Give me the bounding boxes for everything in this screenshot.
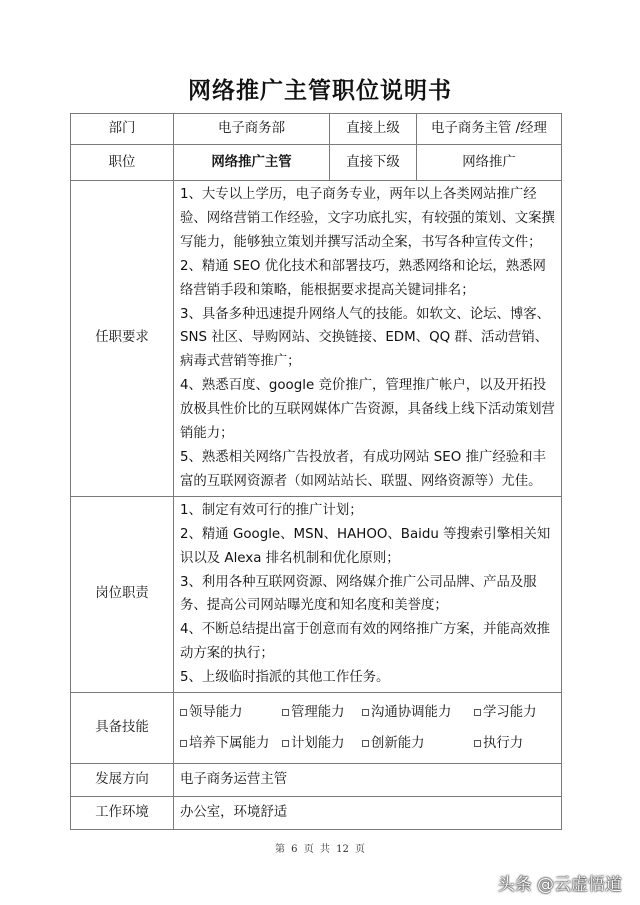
requirement-item: 4、熟悉百度、google 竞价推广，管理推广帐户，以及开拓投放极具性价比的互联网媒体广告资源，具备线上线下活动策划营销能力； [180, 378, 555, 442]
duties-cell [174, 496, 562, 692]
duties-label: 岗位职责 [71, 496, 174, 692]
subordinate-label: 直接下级 [330, 145, 417, 181]
skill-label: 领导能力 [189, 704, 243, 720]
dept-label: 部门 [71, 114, 174, 145]
superior-value: 电子商务主管 /经理 [417, 114, 562, 145]
job-description-table [70, 113, 562, 830]
checkbox-icon [362, 740, 369, 747]
duty-item: 4、不断总结提出富于创意而有效的网络推广方案，并能高效推动方案的执行； [180, 622, 551, 662]
skill-checkbox[interactable] [282, 732, 362, 756]
checkbox-icon [362, 709, 369, 716]
environment-value: 办公室，环境舒适 [174, 797, 562, 830]
checkbox-icon [474, 740, 481, 747]
position-label: 职位 [71, 145, 174, 181]
requirements-cell [174, 181, 562, 497]
skill-label: 沟通协调能力 [371, 704, 452, 720]
duty-item: 2、精通 Google、MSN、HAHOO、Baidu 等搜索引擎相关知识以及 Alexa 排名机制和优化原则； [180, 526, 551, 566]
duty-item: 3、利用各种互联网资源、网络媒介推广公司品牌、产品及服务、提高公司网站曝光度和知名度和美誉度； [180, 574, 537, 614]
subordinate-value: 网络推广 [417, 145, 562, 181]
skill-label: 计划能力 [291, 735, 345, 751]
duty-item: 5、上级临时指派的其他工作任务。 [180, 670, 390, 686]
superior-label: 直接上级 [330, 114, 417, 145]
skill-checkbox[interactable] [474, 701, 537, 725]
position-value: 网络推广主管 [174, 145, 330, 181]
skill-checkbox[interactable] [282, 701, 362, 725]
checkbox-icon [282, 709, 289, 716]
skill-checkbox[interactable] [180, 701, 282, 725]
table-row [71, 114, 562, 145]
skill-label: 管理能力 [291, 704, 345, 720]
table-row [71, 797, 562, 830]
skill-label: 创新能力 [371, 735, 425, 751]
skill-label: 学习能力 [483, 704, 537, 720]
duty-item: 1、制定有效可行的推广计划； [180, 502, 363, 518]
skill-label: 执行力 [483, 735, 524, 751]
skill-checkbox[interactable] [180, 732, 282, 756]
development-label: 发展方向 [71, 764, 174, 797]
watermark: 头条 @云虚悟道 [497, 875, 622, 895]
page-title: 网络推广主管职位说明书 [188, 78, 452, 104]
table-row [71, 145, 562, 181]
skills-label: 具备技能 [71, 693, 174, 764]
checkbox-icon [474, 709, 481, 716]
development-value: 电子商务运营主管 [174, 764, 562, 797]
skills-cell [174, 693, 562, 764]
table-row [71, 181, 562, 497]
requirement-item: 5、熟悉相关网络广告投放者，有成功网站 SEO 推广经验和丰富的互联网资源者（如网站站长、联盟、网络资源等）尤佳。 [180, 449, 546, 489]
checkbox-icon [180, 740, 187, 747]
page-footer: 第 6 页 共 12 页 [275, 844, 365, 855]
skill-checkbox[interactable] [362, 732, 474, 756]
skill-checkbox[interactable] [474, 732, 523, 756]
table-row [71, 496, 562, 692]
checkbox-icon [282, 740, 289, 747]
skill-checkbox[interactable] [362, 701, 474, 725]
requirement-item: 3、具备多种迅速提升网络人气的技能。如软文、论坛、博客、SNS 社区、导购网站、交换链接、EDM、QQ 群、活动营销、病毒式营销等推广； [180, 306, 551, 370]
requirement-item: 1、大专以上学历，电子商务专业，两年以上各类网站推广经验、网络营销工作经验，文字功底扎实，有较强的策划、文案撰写能力，能够独立策划并撰写活动全案，书写各种宣传文件； [180, 187, 555, 250]
requirement-item: 2、精通 SEO 优化技术和部署技巧，熟悉网络和论坛，熟悉网络营销手段和策略，能根据要求提高关键词排名； [180, 258, 546, 298]
environment-label: 工作环境 [71, 797, 174, 830]
requirements-label: 任职要求 [71, 181, 174, 497]
dept-value: 电子商务部 [174, 114, 330, 145]
table-row [71, 693, 562, 764]
table-row [71, 764, 562, 797]
checkbox-icon [180, 709, 187, 716]
skill-label: 培养下属能力 [189, 735, 270, 751]
